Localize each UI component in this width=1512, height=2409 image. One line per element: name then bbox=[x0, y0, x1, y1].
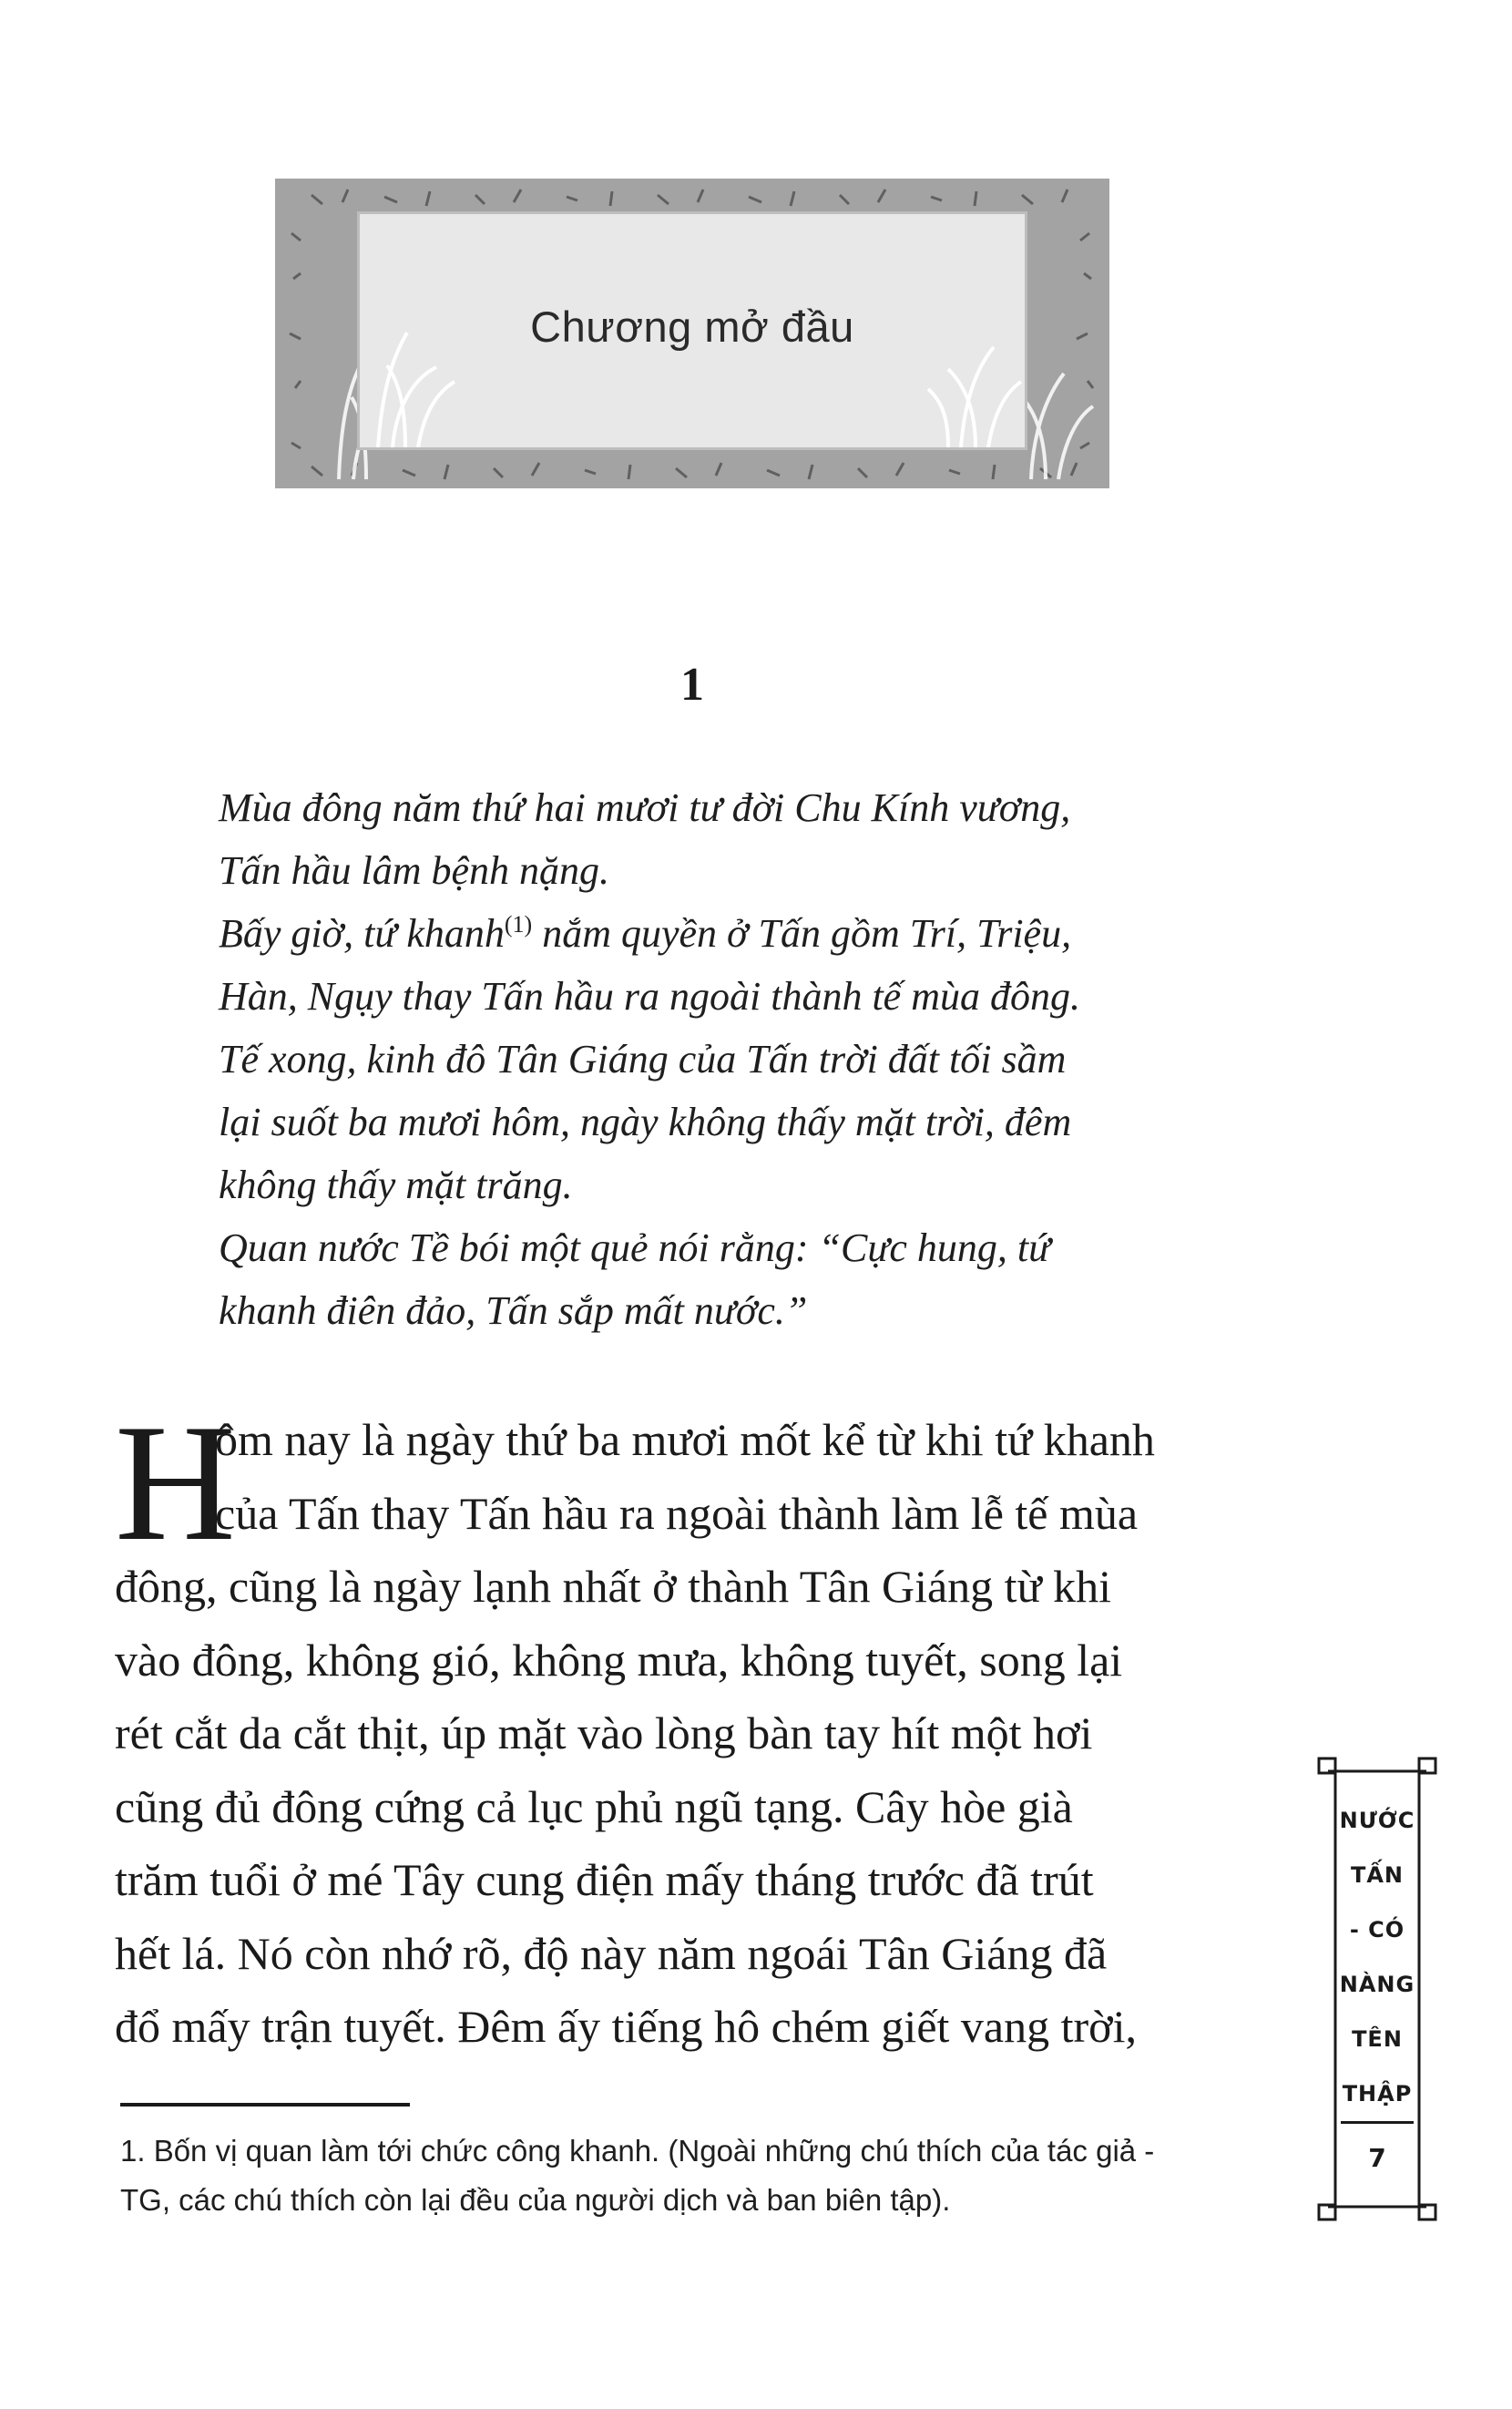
chapter-title: Chương mở đầu bbox=[530, 302, 854, 351]
page-number: 7 bbox=[1368, 2143, 1386, 2173]
footnote bbox=[120, 2127, 1268, 2225]
chapter-banner bbox=[275, 179, 1109, 488]
footnote-divider bbox=[120, 2103, 410, 2107]
book-title-line: - CÓ bbox=[1349, 1917, 1405, 1943]
body-line: ôm nay là ngày thứ ba mươi mốt kể từ khi tứ khanh bbox=[215, 1414, 1155, 1465]
epigraph-line: không thấy mặt trăng. bbox=[219, 1163, 573, 1207]
epigraph-line: Hàn, Ngụy thay Tấn hầu ra ngoài thành tế mùa đông. bbox=[219, 974, 1080, 1019]
footnote-line: TG, các chú thích còn lại đều của người dịch và ban biên tập). bbox=[120, 2183, 951, 2217]
footnote-marker: (1) bbox=[504, 911, 533, 938]
epigraph-text: Bấy giờ, tứ khanh bbox=[219, 911, 505, 956]
epigraph-line bbox=[219, 902, 1275, 965]
epigraph-line: Tế xong, kinh đô Tân Giáng của Tấn trời đất tối sầm bbox=[219, 1037, 1067, 1081]
epigraph-line: lại suốt ba mươi hôm, ngày không thấy mặt trời, đêm bbox=[219, 1100, 1072, 1144]
epigraph-text: nắm quyền ở Tấn gồm Trí, Triệu, bbox=[532, 911, 1072, 956]
book-title-line: TÊN bbox=[1352, 2026, 1403, 2052]
body-line: hết lá. Nó còn nhớ rõ, độ này năm ngoái Tân Giáng đã bbox=[115, 1927, 1108, 1979]
epigraph-line: Tấn hầu lâm bệnh nặng. bbox=[219, 848, 609, 893]
epigraph-line: Quan nước Tề bói một quẻ nói rằng: “Cực hung, tứ bbox=[219, 1225, 1051, 1270]
epigraph-line: khanh điên đảo, Tấn sắp mất nước.” bbox=[219, 1288, 808, 1333]
epigraph-line: Mùa đông năm thứ hai mươi tư đời Chu Kính vương, bbox=[219, 785, 1071, 830]
banner-panel bbox=[357, 211, 1027, 450]
footnote-line: 1. Bốn vị quan làm tới chức công khanh. (Ngoài những chú thích của tác giả - bbox=[120, 2134, 1155, 2168]
book-title-line: THẬP bbox=[1342, 2081, 1413, 2107]
body-line: đông, cũng là ngày lạnh nhất ở thành Tân Giáng từ khi bbox=[115, 1561, 1112, 1612]
body-text bbox=[115, 1389, 1272, 2064]
body-line: vào đông, không gió, không mưa, không tuyết, song lại bbox=[115, 1634, 1123, 1686]
body-line: trăm tuổi ở mé Tây cung điện mấy tháng trước đã trút bbox=[115, 1854, 1094, 1905]
body-line: cũng đủ đông cứng cả lục phủ ngũ tạng. Cây hòe già bbox=[115, 1780, 1073, 1832]
section-number: 1 bbox=[680, 659, 704, 711]
body-line: rét cắt da cắt thịt, úp mặt vào lòng bàn tay hít một hơi bbox=[115, 1707, 1093, 1758]
epigraph bbox=[219, 776, 1275, 1342]
book-title-line: NÀNG bbox=[1339, 1972, 1415, 1997]
book-title-vertical bbox=[1315, 1793, 1439, 2121]
side-tab bbox=[1315, 1751, 1439, 2227]
book-title-line: NƯỚC bbox=[1339, 1808, 1415, 1833]
book-title-line: TẤN bbox=[1350, 1862, 1405, 1888]
drop-cap: H bbox=[115, 1389, 236, 1575]
body-line: đổ mấy trận tuyết. Đêm ấy tiếng hô chém giết vang trời, bbox=[115, 2001, 1137, 2052]
side-tab-divider bbox=[1341, 2121, 1414, 2124]
body-line: của Tấn thay Tấn hầu ra ngoài thành làm lễ tế mùa bbox=[215, 1487, 1139, 1539]
